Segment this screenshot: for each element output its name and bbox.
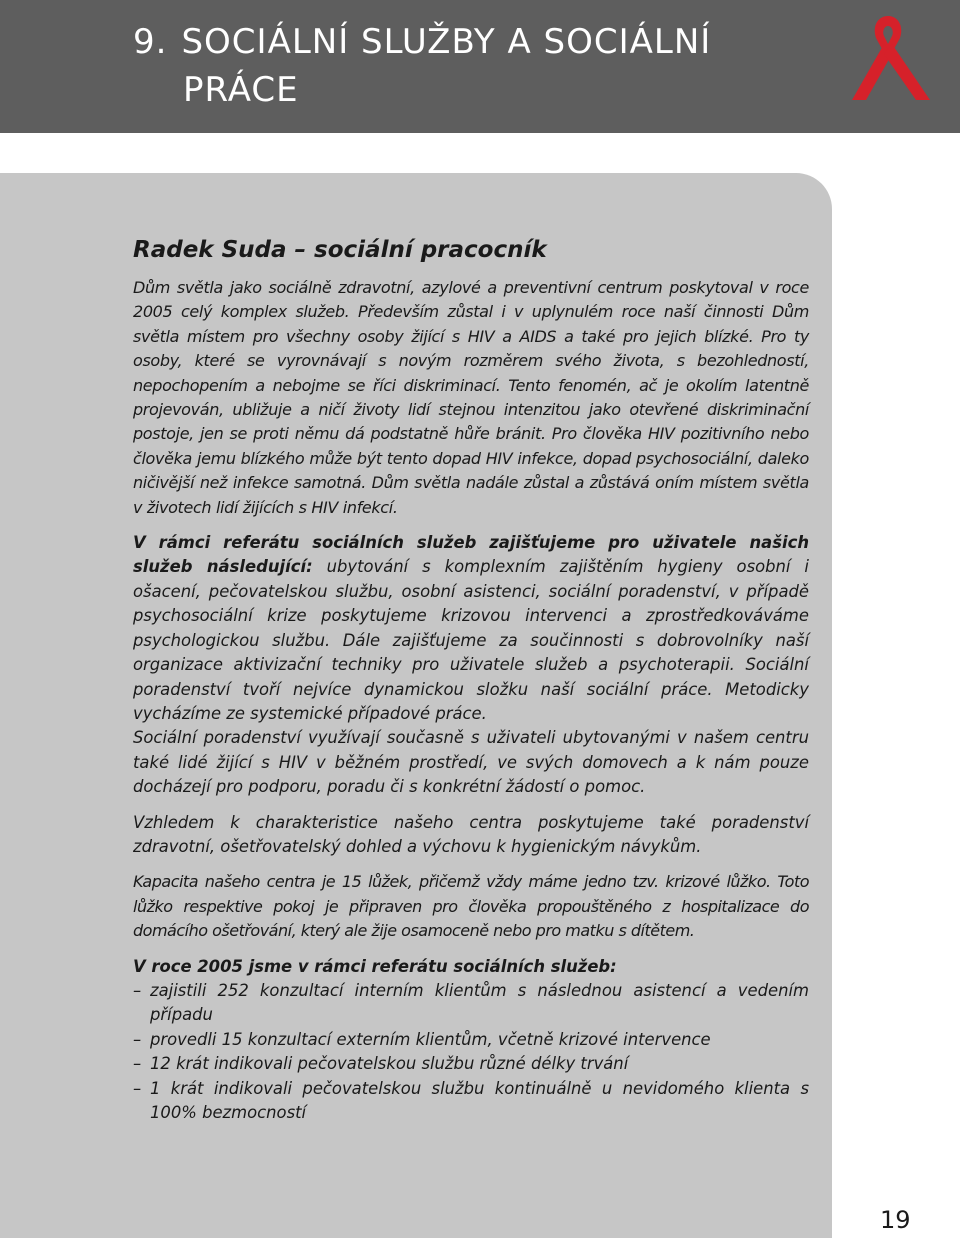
chapter-number: 9. [133, 22, 168, 62]
paragraph-intro: Dům světla jako sociálně zdravotní, azylové a preventivní centrum poskytoval v roce 2005 celý komplex služeb. Především zůstal i v uplynulém roce naší činnosti Dům světla místem pro všechny osoby žijící s HIV a AIDS a také pro jejich blízké. Pro ty osoby, které se vyrovnávají s novým rozměrem svého života, s bezohledností, nepochopením a nebojme se říci diskriminací. Tento fenomén, ač je okolím latentně projevován, ubližuje a ničí životy lidí stejnou intenzitou jako otevřené diskriminační postoje, jen se proti němu dá podstatně hůře bránit. Pro člověka HIV pozitivního nebo člověka jemu blízkého může být tento dopad HIV infekce, dopad psychosociální, daleko ničivější než infekce samotná. Dům světla nadále zůstal a zůstává oním místem světla v životech lidí žijících s HIV infekcí. [133, 278, 809, 517]
results-list [133, 979, 809, 1125]
chapter-title [133, 18, 833, 114]
list-item: – 1 krát indikovali pečovatelskou službu kontinuálně u nevidomého klienta s 100% bezmocností [133, 1078, 809, 1122]
list-item: – provedli 15 konzultací externím klientům, včetně krizové intervence [133, 1028, 809, 1052]
list-item: – zajistili 252 konzultací interním klientům s následnou asistencí a vedením případu [133, 980, 809, 1025]
paragraph-services-body: ubytování s komplexním zajištěním hygieny osobní i ošacení, pečovatelskou službu, osobní asistenci, sociální poradenství, v případě psychosociální krize poskytujeme krizovou intervenci a zprostředkováváme psychologickou službu. Dále zajišťujeme za součinnosti s dobrovolníky naší organizace aktivizační techniky pro uživatele služeb a psychoterapii. Sociální poradenství tvoří nejvíce dynamickou složku naší sociální práce. Metodicky vycházíme ze systemické případové práce. [133, 557, 809, 723]
chapter-header [0, 0, 960, 133]
chapter-title-line1: SOCIÁLNÍ SLUŽBY A SOCIÁLNÍ [181, 22, 712, 62]
paragraph-2005-lead: V roce 2005 jsme v rámci referátu sociálních služeb: [133, 956, 617, 976]
paragraph-services-lead: V rámci referátu sociálních služeb zajišťujeme pro uživatele našich služeb následující: [133, 533, 809, 577]
list-item: – 12 krát indikovali pečovatelskou službu různé délky trvání [133, 1052, 809, 1076]
paragraph-health: Vzhledem k charakteristice našeho centra poskytujeme také poradenství zdravotní, ošetřovatelský dohled a výchovu k hygienickým návykům. [133, 812, 809, 856]
list-dash: – [133, 980, 142, 1000]
list-dash: – [133, 1078, 142, 1098]
chapter-title-line2: PRÁCE [183, 70, 299, 110]
list-dash: – [133, 1029, 142, 1049]
article [133, 234, 809, 1125]
section-title: Radek Suda – sociální pracocník [133, 237, 547, 263]
paragraph-capacity: Kapacita našeho centra je 15 lůžek, přičemž vždy máme jedno tzv. krizové lůžko. Toto lůžko respektive pokoj je připraven pro člověka propouštěného z hospitalizace do domácího ošetřování, který ale žije osamoceně nebo pro matku s dítětem. [133, 872, 809, 941]
page-number: 19 [880, 1206, 911, 1234]
paragraph-services [133, 531, 809, 726]
red-ribbon-icon [848, 8, 934, 104]
list-dash: – [133, 1054, 142, 1074]
paragraph-counselling: Sociální poradenství využívají současně s uživateli ubytovanými v našem centru také lidé žijící s HIV v běžném prostředí, ve svých domovech a k nám pouze docházejí pro podporu, poradu či s konkrétní žádostí o pomoc. [133, 728, 809, 797]
